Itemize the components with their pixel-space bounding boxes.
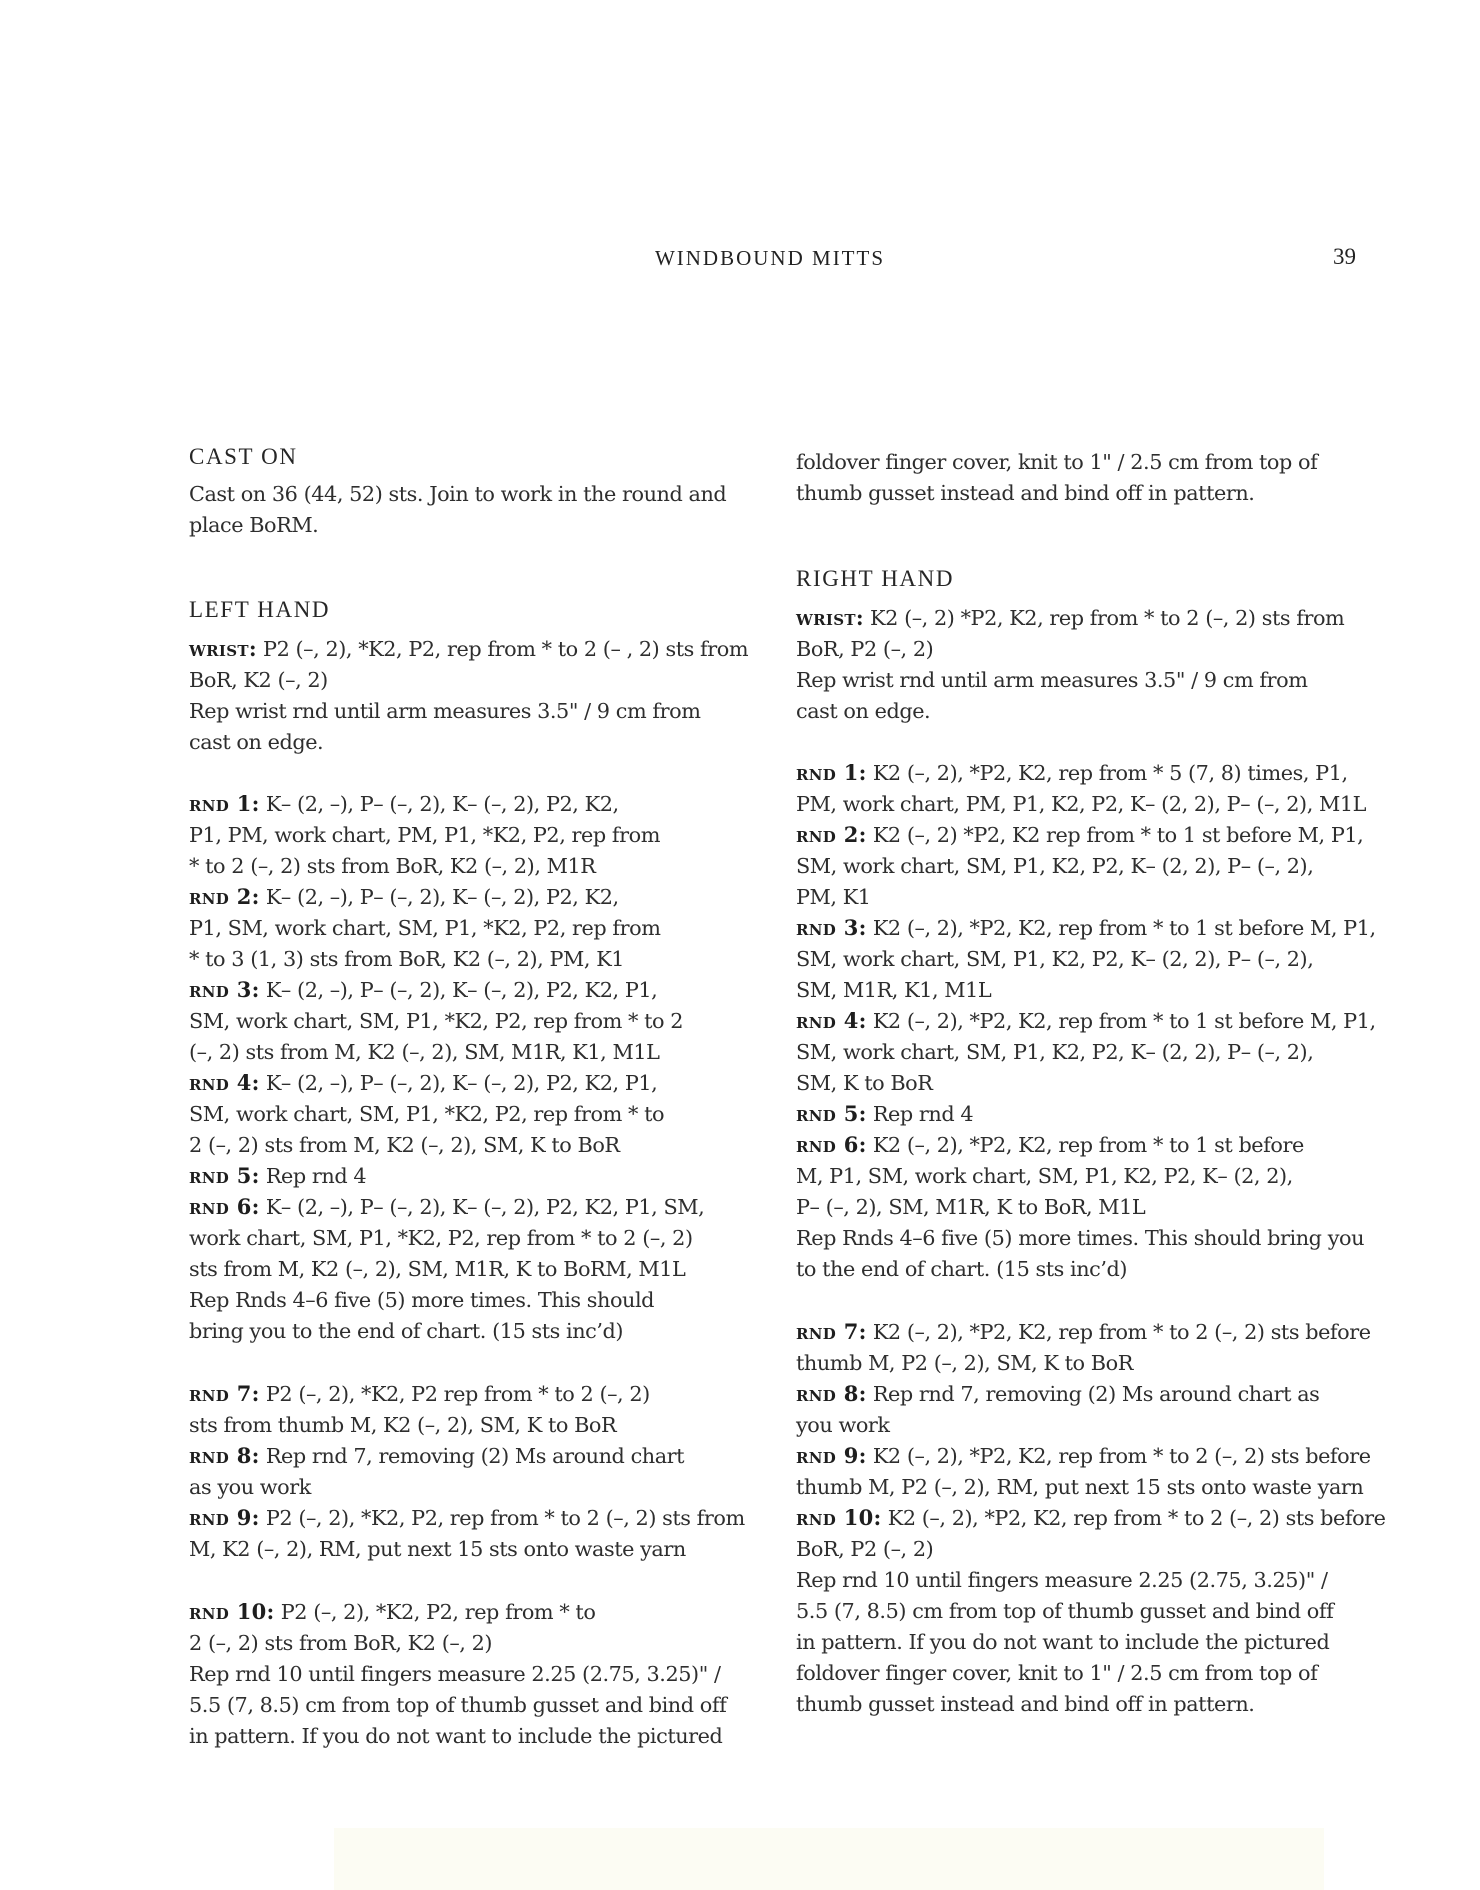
instruction-line: P1, SM, work chart, SM, P1, *K2, P2, rep from [189,916,661,940]
instruction-line: work chart, SM, P1, *K2, P2, rep from * to 2 (–, 2) [189,1226,693,1250]
instruction-line: rnd 8: Rep rnd 7, removing (2) Ms around chart [189,1443,685,1468]
instruction-line: Rep Rnds 4–6 five (5) more times. This should bring you [796,1226,1365,1250]
instruction-line: cast on edge. [189,730,324,754]
running-title: WINDBOUND MITTS [654,246,886,270]
instruction-line: M, P1, SM, work chart, SM, P1, K2, P2, K– (2, 2), [796,1164,1293,1188]
instruction-line: * to 2 (–, 2) sts from BoR, K2 (–, 2), M1R [189,854,596,878]
instruction-line: M, K2 (–, 2), RM, put next 15 sts onto waste yarn [189,1537,686,1561]
instruction-line: rnd 1: K2 (–, 2), *P2, K2, rep from * 5 (7, 8) times, P1, [796,760,1348,785]
instruction-line: SM, M1R, K1, M1L [796,978,992,1002]
instruction-line: * to 3 (1, 3) sts from BoR, K2 (–, 2), PM, K1 [189,947,625,971]
instruction-line: BoR, P2 (–, 2) [796,637,934,661]
round-label: rnd 3: [189,977,260,1002]
instruction-line: in pattern. If you do not want to include the pictured [189,1724,723,1748]
instruction-line: thumb M, P2 (–, 2), SM, K to BoR [796,1351,1133,1375]
cast-on-line: Cast on 36 (44, 52) sts. Join to work in the round and [189,482,727,506]
cast-on-heading: CAST ON [189,444,298,469]
instruction-line: rnd 4: K2 (–, 2), *P2, K2, rep from * to 1 st before M, P1, [796,1008,1376,1033]
round-label: wrist: [796,605,864,630]
instruction-line: rnd 9: P2 (–, 2), *K2, P2, rep from * to 2 (–, 2) sts from [189,1505,745,1530]
instruction-line: rnd 7: P2 (–, 2), *K2, P2 rep from * to 2 (–, 2) [189,1381,650,1406]
instruction-line: BoR, K2 (–, 2) [189,668,328,692]
round-label: rnd 4: [189,1070,260,1095]
round-label: rnd 10: [796,1505,882,1530]
instruction-line: as you work [189,1475,311,1499]
round-label: wrist: [189,636,257,661]
instruction-line: to the end of chart. (15 sts inc’d) [796,1257,1128,1281]
footer-band [334,1828,1324,1890]
instruction-line: rnd 5: Rep rnd 4 [189,1163,367,1188]
instruction-line: BoR, P2 (–, 2) [796,1537,934,1561]
instruction-line: thumb gusset instead and bind off in pattern. [796,1692,1255,1716]
instruction-line: wrist: P2 (–, 2), *K2, P2, rep from * to 2 (– , 2) sts from [189,636,749,661]
instruction-line: rnd 2: K2 (–, 2) *P2, K2 rep from * to 1 st before M, P1, [796,822,1364,847]
round-label: rnd 2: [796,822,867,847]
instruction-line: Rep Rnds 4–6 five (5) more times. This should [189,1288,655,1312]
cast-on-line: place BoRM. [189,513,319,537]
round-label: rnd 4: [796,1008,867,1033]
instruction-line: (–, 2) sts from M, K2 (–, 2), SM, M1R, K1, M1L [189,1040,660,1064]
instruction-line: foldover finger cover, knit to 1" / 2.5 cm from top of [796,450,1318,474]
instruction-line: PM, K1 [796,885,871,909]
instruction-line: you work [796,1413,890,1437]
instruction-line: thumb gusset instead and bind off in pattern. [796,481,1255,505]
round-label: rnd 8: [796,1381,867,1406]
round-label: rnd 5: [189,1163,260,1188]
instruction-line: rnd 3: K– (2, –), P– (–, 2), K– (–, 2), P2, K2, P1, [189,977,658,1002]
instruction-line: sts from thumb M, K2 (–, 2), SM, K to BoR [189,1413,617,1437]
page-number: 39 [1333,244,1356,269]
instruction-line: bring you to the end of chart. (15 sts inc’d) [189,1319,624,1343]
instruction-line: rnd 1: K– (2, –), P– (–, 2), K– (–, 2), P2, K2, [189,791,619,816]
instruction-line: in pattern. If you do not want to include the pictured [796,1630,1330,1654]
instruction-line: rnd 10: P2 (–, 2), *K2, P2, rep from * to [189,1599,596,1624]
instruction-line: rnd 9: K2 (–, 2), *P2, K2, rep from * to 2 (–, 2) sts before [796,1443,1371,1468]
instruction-line: SM, work chart, SM, P1, *K2, P2, rep from * to 2 [189,1009,684,1033]
instruction-line: SM, work chart, SM, P1, K2, P2, K– (2, 2), P– (–, 2), [796,1040,1314,1064]
instruction-line: SM, K to BoR [796,1071,933,1095]
round-label: rnd 3: [796,915,867,940]
round-label: rnd 1: [796,760,867,785]
instruction-line: rnd 4: K– (2, –), P– (–, 2), K– (–, 2), P2, K2, P1, [189,1070,658,1095]
instruction-line: rnd 8: Rep rnd 7, removing (2) Ms around chart as [796,1381,1320,1406]
instruction-line: sts from M, K2 (–, 2), SM, M1R, K to BoRM, M1L [189,1257,686,1281]
instruction-line: PM, work chart, PM, P1, K2, P2, K– (2, 2), P– (–, 2), M1L [796,792,1367,816]
instruction-line: SM, work chart, SM, P1, K2, P2, K– (2, 2), P– (–, 2), [796,947,1314,971]
instruction-line: rnd 7: K2 (–, 2), *P2, K2, rep from * to 2 (–, 2) sts before [796,1319,1371,1344]
instruction-line: 2 (–, 2) sts from BoR, K2 (–, 2) [189,1631,493,1655]
instruction-line: rnd 3: K2 (–, 2), *P2, K2, rep from * to 1 st before M, P1, [796,915,1376,940]
instruction-line: rnd 10: K2 (–, 2), *P2, K2, rep from * to 2 (–, 2) sts before [796,1505,1386,1530]
round-label: rnd 6: [796,1132,867,1157]
instruction-line: Rep wrist rnd until arm measures 3.5" / 9 cm from [796,668,1308,692]
round-label: rnd 7: [189,1381,260,1406]
instruction-line: cast on edge. [796,699,931,723]
left-hand-heading: LEFT HAND [189,597,331,622]
instruction-line: foldover finger cover, knit to 1" / 2.5 cm from top of [796,1661,1318,1685]
round-label: rnd 9: [796,1443,867,1468]
instruction-line: P– (–, 2), SM, M1R, K to BoR, M1L [796,1195,1146,1219]
instruction-line: Rep rnd 10 until fingers measure 2.25 (2.75, 3.25)" / [796,1568,1328,1592]
instruction-line: P1, PM, work chart, PM, P1, *K2, P2, rep from [189,823,660,847]
round-label: rnd 8: [189,1443,260,1468]
round-label: rnd 6: [189,1194,260,1219]
instruction-line: rnd 6: K2 (–, 2), *P2, K2, rep from * to 1 st before [796,1132,1304,1157]
instruction-line: SM, work chart, SM, P1, *K2, P2, rep from * to [189,1102,665,1126]
instruction-line: rnd 6: K– (2, –), P– (–, 2), K– (–, 2), P2, K2, P1, SM, [189,1194,705,1219]
instruction-line: wrist: K2 (–, 2) *P2, K2, rep from * to 2 (–, 2) sts from [796,605,1345,630]
right-hand-heading: RIGHT HAND [796,566,955,591]
instruction-line: Rep wrist rnd until arm measures 3.5" / 9 cm from [189,699,701,723]
instruction-line: rnd 2: K– (2, –), P– (–, 2), K– (–, 2), P2, K2, [189,884,619,909]
instruction-line: thumb M, P2 (–, 2), RM, put next 15 sts onto waste yarn [796,1475,1364,1499]
instruction-line: 5.5 (7, 8.5) cm from top of thumb gusset and bind off [189,1693,727,1717]
round-label: rnd 1: [189,791,260,816]
round-label: rnd 7: [796,1319,867,1344]
round-label: rnd 5: [796,1101,867,1126]
instruction-line: SM, work chart, SM, P1, K2, P2, K– (2, 2), P– (–, 2), [796,854,1314,878]
instruction-line: Rep rnd 10 until fingers measure 2.25 (2.75, 3.25)" / [189,1662,721,1686]
round-label: rnd 10: [189,1599,275,1624]
instruction-line: rnd 5: Rep rnd 4 [796,1101,974,1126]
round-label: rnd 9: [189,1505,260,1530]
instruction-line: 2 (–, 2) sts from M, K2 (–, 2), SM, K to BoR [189,1133,620,1157]
round-label: rnd 2: [189,884,260,909]
instruction-line: 5.5 (7, 8.5) cm from top of thumb gusset and bind off [796,1599,1334,1623]
